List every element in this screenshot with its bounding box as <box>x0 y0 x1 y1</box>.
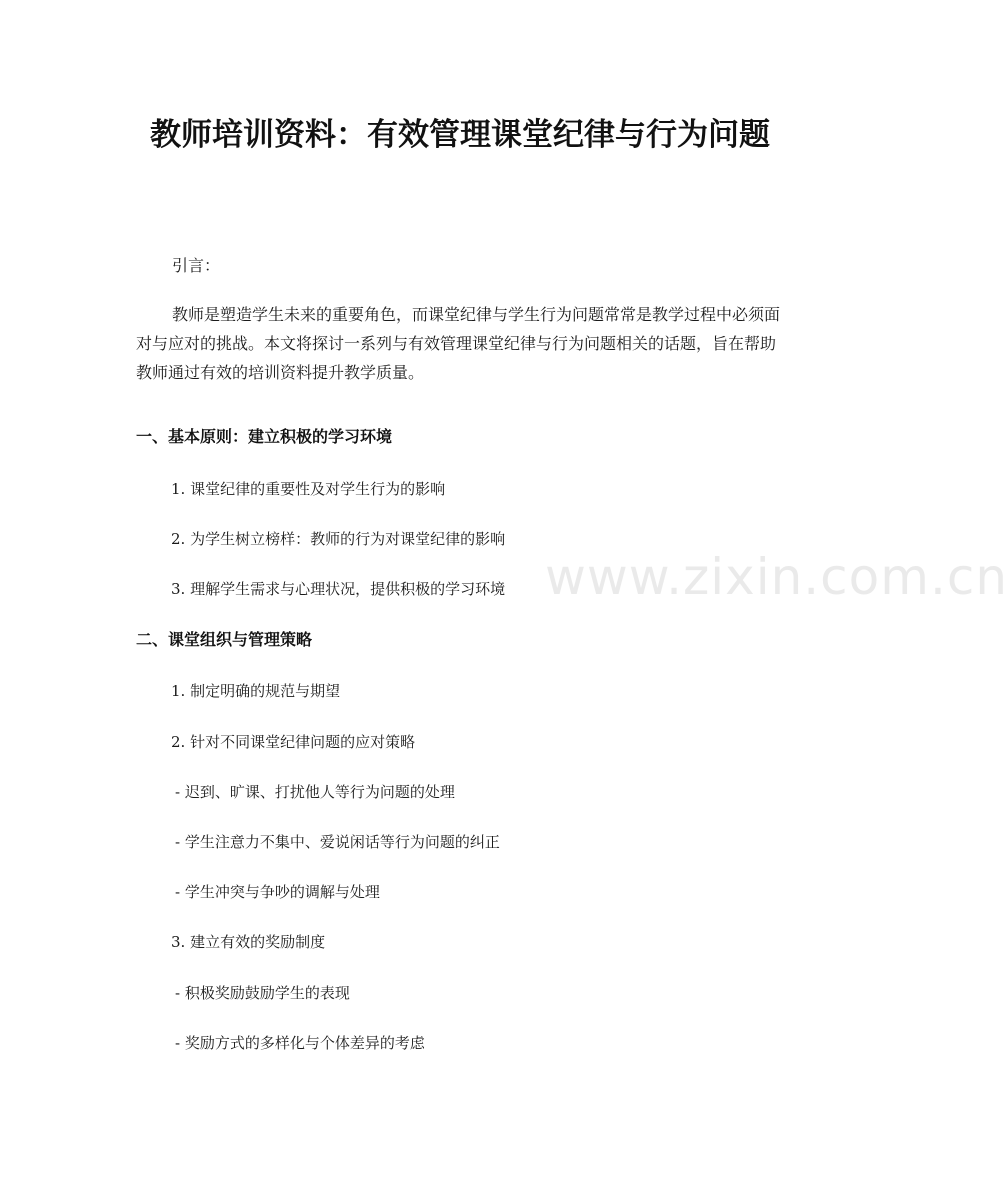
section-1-heading: 一、基本原则：建立积极的学习环境 <box>136 427 393 446</box>
section-2-item-2-sub-3: - 学生冲突与争吵的调解与处理 <box>175 883 380 901</box>
section-2-item-3-sub-2: - 奖励方式的多样化与个体差异的考虑 <box>175 1034 425 1052</box>
intro-paragraph: 教师是塑造学生未来的重要角色，而课堂纪律与学生行为问题常常是教学过程中必须面对与应对的挑战。本文将探讨一系列与有效管理课堂纪律与行为问题相关的话题，旨在帮助教师通过有效的培训资料提升教学质量。 <box>136 305 781 382</box>
watermark: www.zixin.com.cn <box>545 548 1008 606</box>
section-2-item-2-sub-2: - 学生注意力不集中、爱说闲话等行为问题的纠正 <box>175 833 500 851</box>
section-2-item-3-sub-1: - 积极奖励鼓励学生的表现 <box>175 984 350 1002</box>
section-2-item-2: 2. 针对不同课堂纪律问题的应对策略 <box>171 733 416 751</box>
section-1-item-1: 1. 课堂纪律的重要性及对学生行为的影响 <box>171 480 446 498</box>
section-2-heading: 二、课堂组织与管理策略 <box>136 630 313 649</box>
intro-label: 引言： <box>172 256 221 275</box>
section-1-item-3: 3. 理解学生需求与心理状况，提供积极的学习环境 <box>171 580 506 598</box>
section-2-item-3: 3. 建立有效的奖励制度 <box>171 933 326 951</box>
section-2-item-2-sub-1: - 迟到、旷课、打扰他人等行为问题的处理 <box>175 783 455 801</box>
section-1-item-2: 2. 为学生树立榜样：教师的行为对课堂纪律的影响 <box>171 530 506 548</box>
document-title: 教师培训资料：有效管理课堂纪律与行为问题 <box>150 117 770 153</box>
section-2-item-1: 1. 制定明确的规范与期望 <box>171 682 341 700</box>
